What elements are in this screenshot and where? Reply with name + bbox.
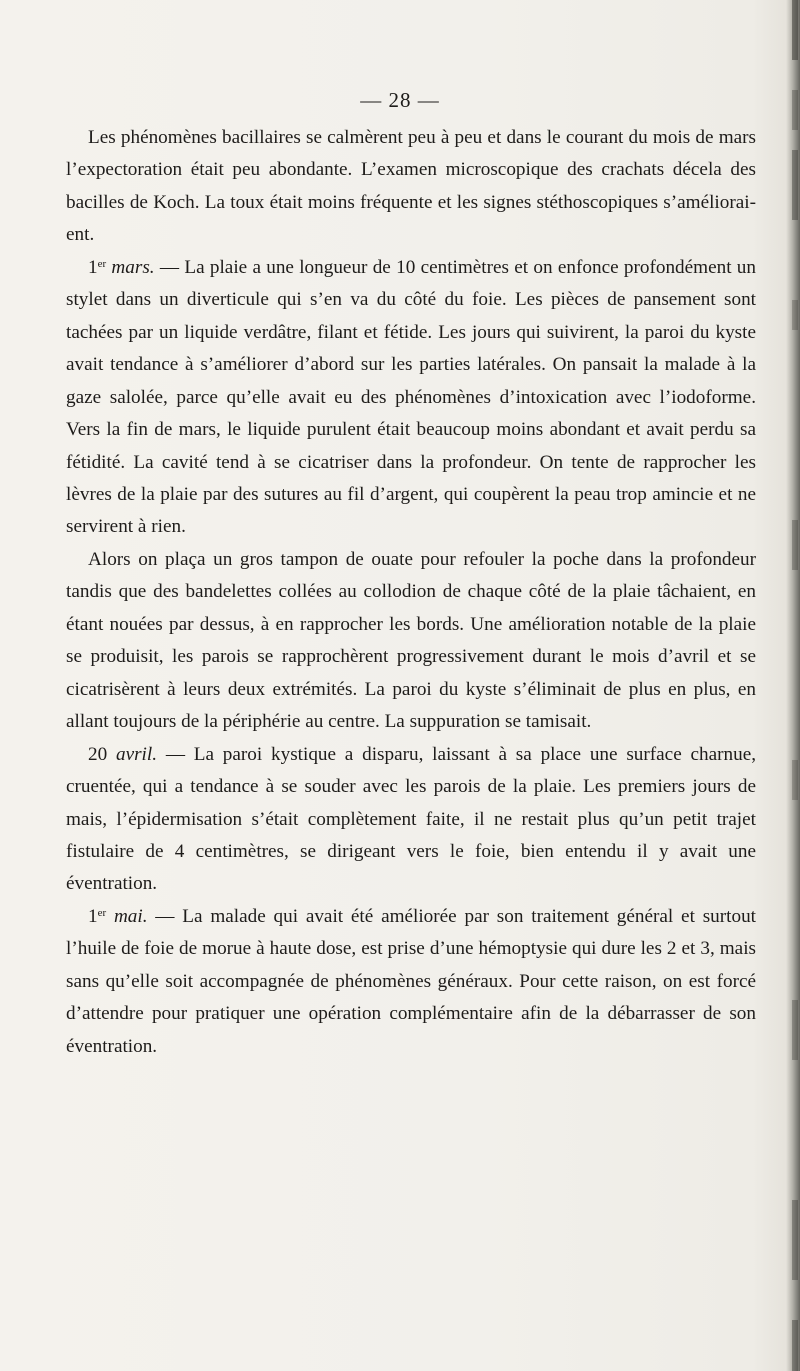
date-heading [88,906,148,927]
paragraph-3-text: Alors on plaça un gros tampon de ouate pour refouler la poche dans la profondeur tandis que des bandelettes collées au collodion de chaque côté de la plaie tâchaient, en étant nouées par dessus, à en rapprocher les bords. Une amélioration notable de la plaie se produisit, les parois se rapprochèrent progressivement durant le mois d’avril et se cicatrisèrent à leurs deux extrémités. La paroi du kyste s’éliminait de plus en plus, en allant toujours de la périphérie au centre. La suppuration se tamisait. [66,548,756,733]
body-text [66,122,756,1063]
paragraph-1 [66,122,756,252]
date-month: avril. [115,743,158,765]
date-day: 20 [88,743,108,765]
paragraph-4-text: — La paroi kystique a disparu, laissant à sa place une surface charnue, cruentée, qui a tendance à se souder avec les parois de la plaie. Les premiers jours de mais, l’épidermisation s’était complètement faite, il ne restait plus qu’un petit trajet fistulaire de 4 centimètres, se dirigeant vers le foie, bien entendu il y avait une éventration. [66,743,757,895]
page-edge-shadow [786,0,800,1371]
paragraph-4 [66,739,756,901]
date-day: 1 [88,905,98,927]
date-month: mars. [111,256,155,278]
paragraph-2 [66,252,756,544]
date-ordinal: er [97,257,107,270]
date-ordinal: er [97,906,107,919]
paragraph-1-text: Les phénomènes bacillaires se calmèrent peu à peu et dans le courant du mois de mars l’expectoration était peu abondante. L’examen microscopique des crachats décela des bacilles de Koch. La toux était moins fréquente et les signes stéthoscopiques s’amélioraient. [66,127,756,246]
date-month: mai. [113,905,148,927]
date-heading [88,257,155,278]
paragraph-2-text: — La plaie a une longueur de 10 centimètres et on enfonce profondément un stylet dans un diverticule qui s’en va du côté du foie. Les pièces de pansement sont tachées par un liquide verdâtre, filant et fétide. Les jours qui suivirent, la paroi du kyste avait tendance à s’améliorer d’abord sur les parties latérales. On pansait la malade à la gaze salolée, parce qu’elle avait eu des phénomènes d’intoxication avec l’iodoforme. Vers la fin de mars, le liquide purulent était beaucoup moins abondant et avait perdu sa fétidité. La cavité tend à se cicatriser dans la profondeur. On tente de rapprocher les lèvres de la plaie par des sutures au fil d’argent, qui coupèrent la peau trop amincie et ne servirent à rien. [66,256,756,538]
date-heading [88,744,157,765]
date-day: 1 [88,256,98,278]
paragraph-5-text: — La malade qui avait été améliorée par son traitement général et surtout l’huile de foie de morue à haute dose, est prise d’une hémoptysie qui dure les 2 et 3, mais sans qu’elle soit accompagnée de phénomènes généraux. Pour cette raison, on est forcé d’attendre pour pratiquer une opération complémentaire afin de la débarrasser de son éventration. [66,905,756,1057]
page-number: — 28 — [360,88,440,112]
paragraph-5 [66,901,756,1063]
paragraph-3 [66,544,756,739]
